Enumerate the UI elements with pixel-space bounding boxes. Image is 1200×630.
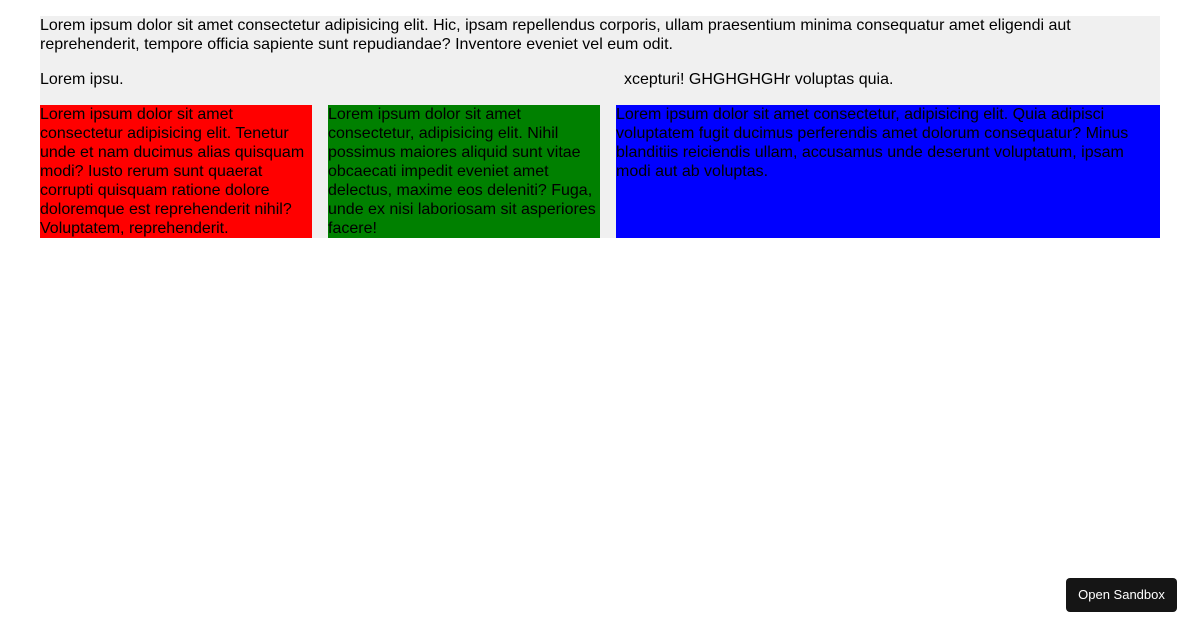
box-gap (600, 105, 616, 238)
open-sandbox-button[interactable]: Open Sandbox (1066, 578, 1177, 612)
box-gap (312, 105, 328, 238)
content-container (40, 16, 1160, 238)
red-box: Lorem ipsum dolor sit amet consectetur adipisicing elit. Tenetur unde et nam ducimus alias quisquam modi? Iusto rerum sunt quaerat corrupti quisquam ratione dolore doloremque est reprehenderit nihil? Voluptatem, reprehenderit. (40, 105, 312, 238)
green-box: Lorem ipsum dolor sit amet consectetur, adipisicing elit. Nihil possimus maiores aliquid sunt vitae obcaecati impedit eveniet amet delectus, maxime eos deleniti? Fuga, unde ex nisi laboriosam sit asperiores facere! (328, 105, 600, 238)
split-right-text: xcepturi! GHGHGHGHr voluptas quia. (624, 71, 894, 88)
colored-boxes-row (40, 105, 1160, 238)
split-left-text: Lorem ipsu. (40, 71, 124, 88)
split-row (40, 70, 1160, 89)
intro-paragraph: Lorem ipsum dolor sit amet consectetur adipisicing elit. Hic, ipsam repellendus corporis, ullam praesentium minima consequatur amet eligendi aut reprehenderit, tempore officia sapiente sunt repudiandae? Inventore eveniet vel eum odit. (40, 17, 1071, 53)
blue-box: Lorem ipsum dolor sit amet consectetur, adipisicing elit. Quia adipisci voluptatem fugit ducimus perferendis amet dolorum consequatur? Minus blanditiis reiciendis ullam, accusamus unde deserunt voluptatum, ipsam modi aut ab voluptas. (616, 105, 1160, 238)
